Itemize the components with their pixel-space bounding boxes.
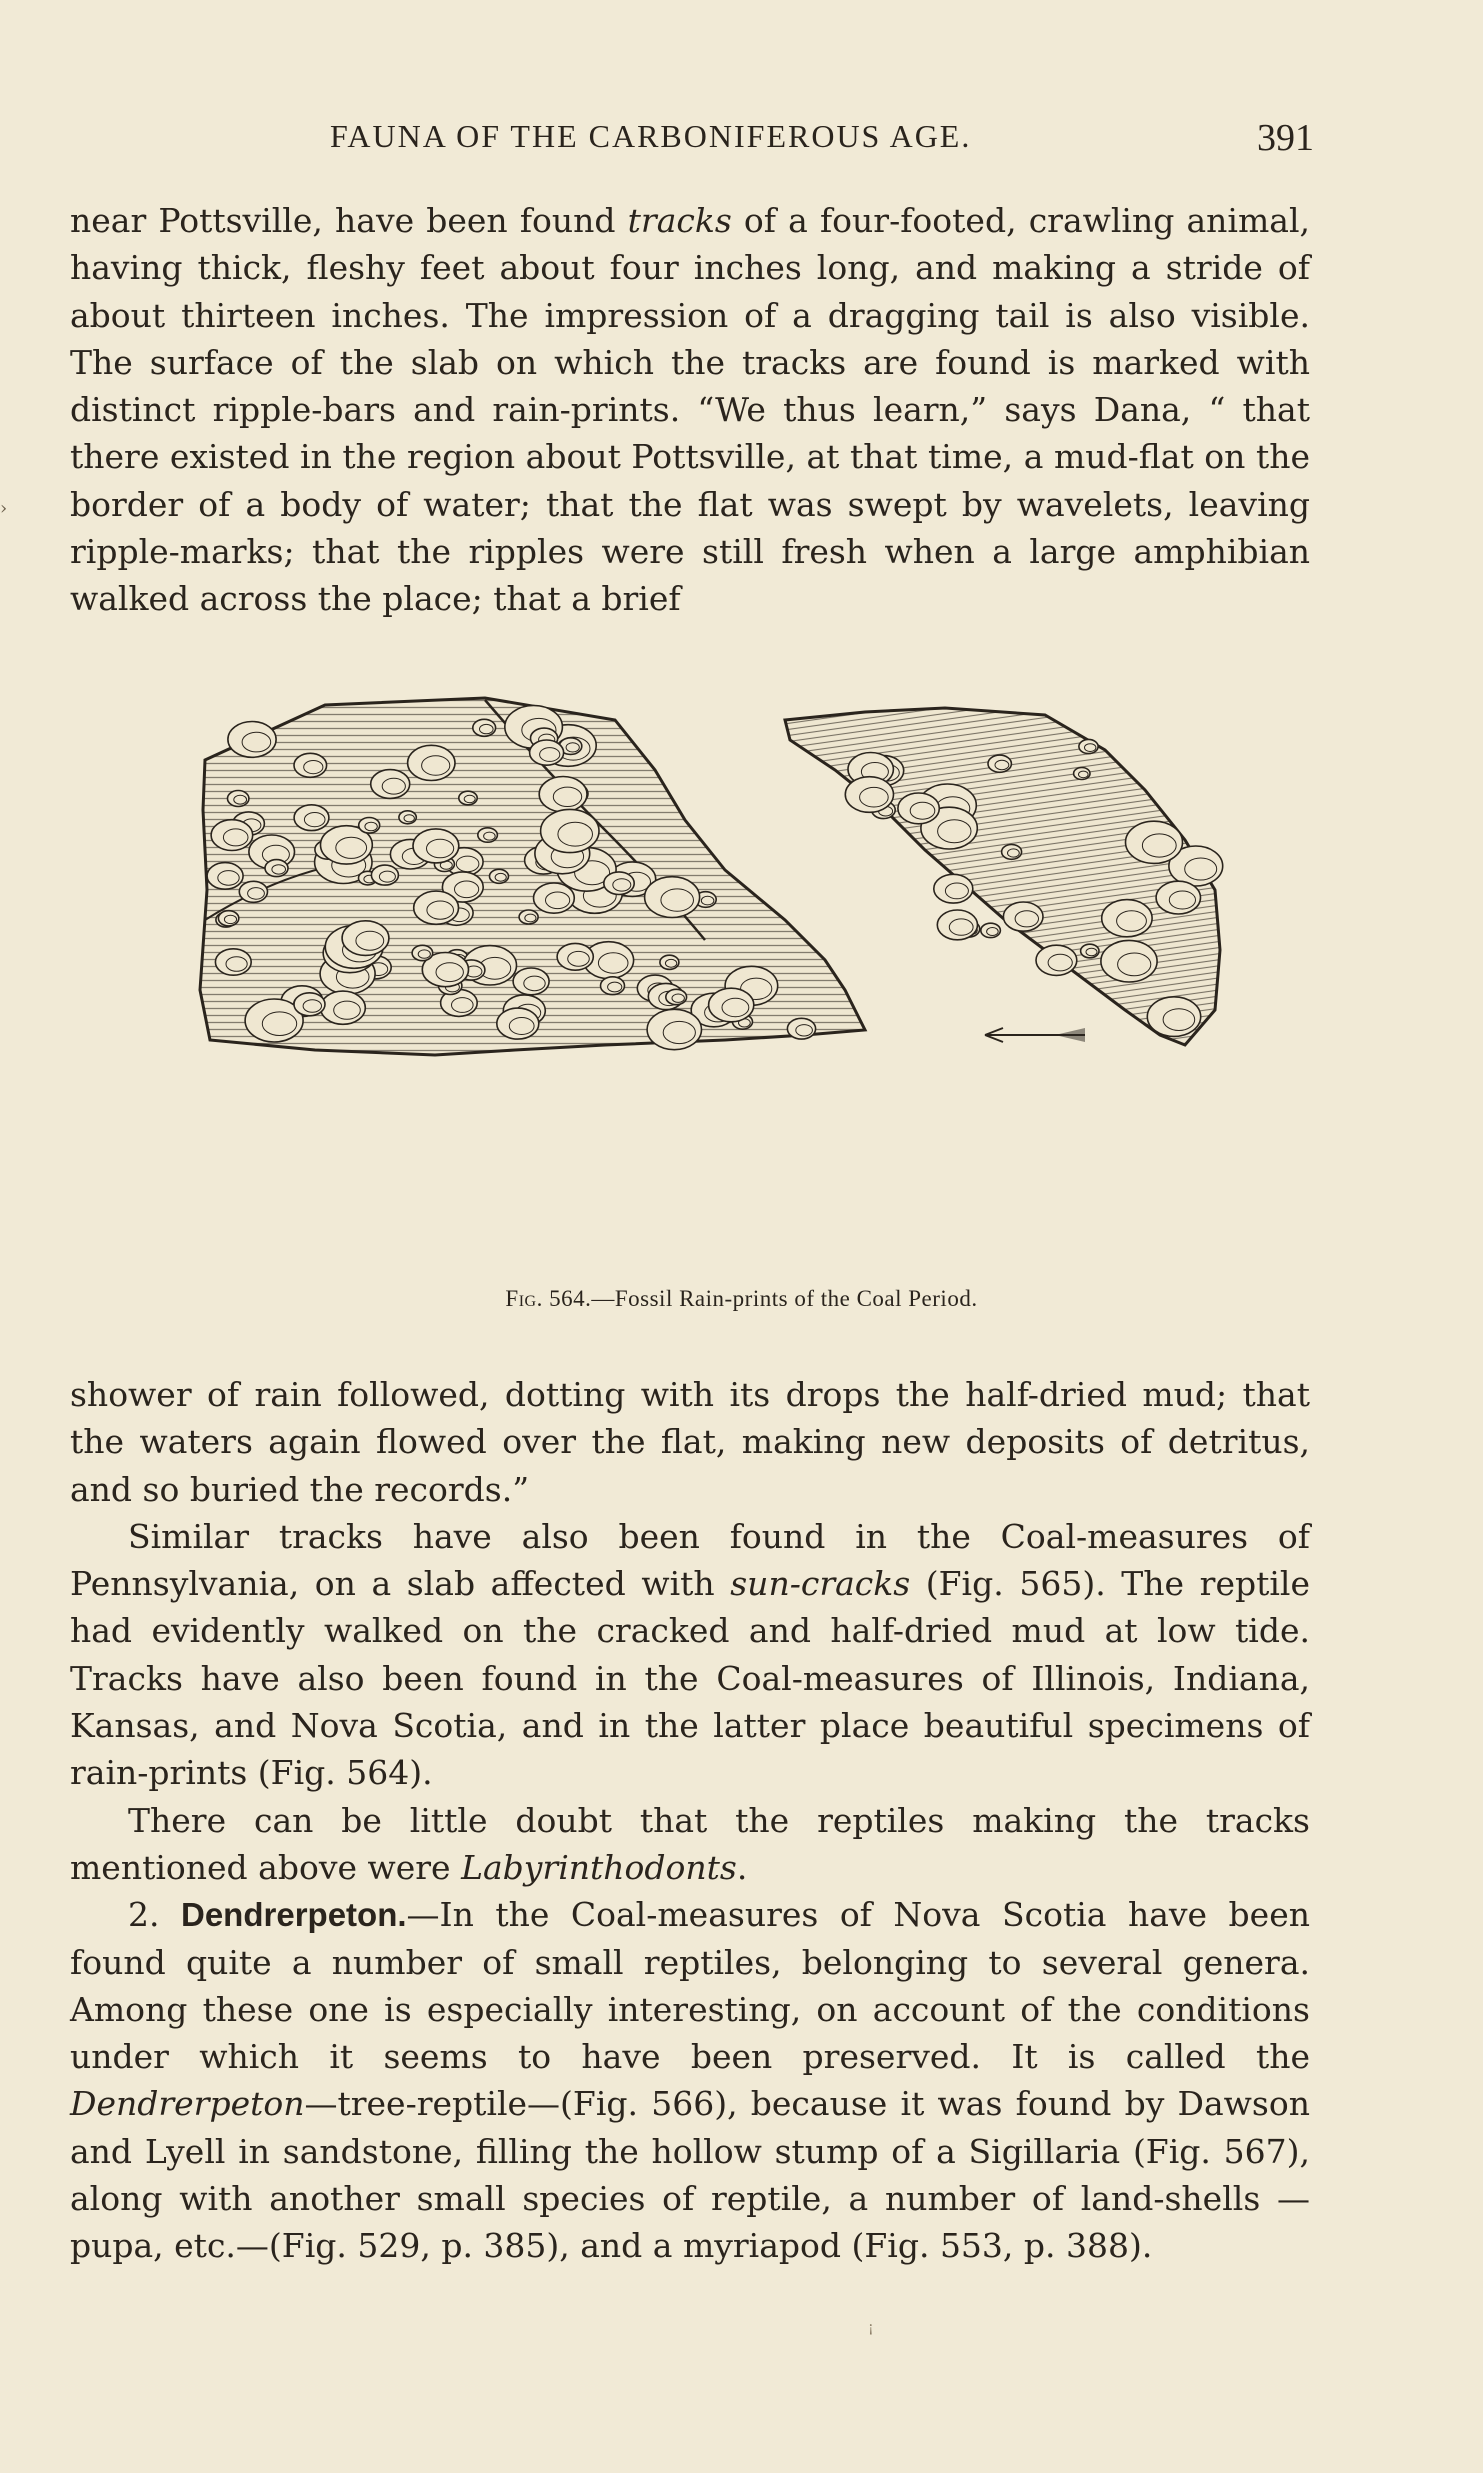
rain-print [541, 809, 599, 852]
rain-print [645, 877, 700, 918]
figure-label: Fig. [505, 1286, 543, 1311]
paragraph-dendrerpeton [70, 1891, 1310, 2269]
fossil-slab-illustration [185, 690, 1225, 1280]
text-block-bottom [70, 1371, 1310, 2270]
section-number: 2. [128, 1895, 181, 1935]
running-head [70, 112, 1314, 162]
italic-term-sun-cracks: sun-cracks [730, 1564, 911, 1604]
paragraph-rain-shower: shower of rain followed, dotting with its drops the half-dried mud; that the waters again flowed over the flat, making new deposits of detritus, and so buried the records.” [70, 1375, 1310, 1509]
rain-print [414, 891, 459, 924]
section-heading-dendrerpeton: Dendrerpeton. [181, 1896, 407, 1934]
paragraph-similar-tracks [70, 1513, 1310, 1797]
margin-mark: › [0, 498, 8, 519]
rain-print [647, 1009, 701, 1049]
italic-term-dendrerpeton: Dendrerpeton [70, 2084, 305, 2124]
text-block-top [70, 197, 1310, 623]
arrow-mark [985, 1028, 1085, 1042]
text-run: of a four-footed, crawling animal, having thick, fleshy feet about four inches long, and making a stride of about thirteen inches. The impression of a dragging tail is also visible. The surface of the slab on which the tracks are found is marked with distinct ripple-bars and rain-prints. “We thus learn,” says Dana, “ that there existed in the region about Pottsville, at that time, a mud-flat on the border of a body of water; that the flat was swept by wavelets, leaving ripple-marks; that the ripples were still fresh when a large amphibian walked across the place; that a brief [70, 201, 1310, 619]
text-run: (Fig. 565). The reptile had evidently walked on the cracked and half-dried mud at low tide. Tracks have also been found in the Coal-measures of Illinois, Indiana, Kansas, and Nova Scotia, and in the latter place beautiful specimens of rain-prints (Fig. 564). [70, 1564, 1311, 1793]
italic-term-tracks: tracks [627, 201, 732, 240]
rain-print [1126, 821, 1183, 863]
text-run: —tree-reptile—(Fig. 566), because it was found by Dawson and Lyell in sandstone, filling the hollow stump of a Sigillaria (Fig. 567), along with another small species of reptile, a number of land-shells —pupa, etc.—(Fig. 529, p. 385), and a myriapod (Fig. 553, p. 388). [70, 2084, 1310, 2266]
foot-mark: ¡ [868, 2320, 874, 2336]
figure-rain-prints [185, 690, 1225, 1280]
page-number: 391 [1257, 117, 1314, 159]
text-run: . [736, 1847, 748, 1887]
figure-caption [0, 1286, 1483, 1312]
running-title: FAUNA OF THE CARBONIFEROUS AGE. [330, 118, 972, 154]
italic-term-labyrinthodonts: Labyrinthodonts [461, 1847, 737, 1887]
rain-print [539, 777, 587, 812]
text-run: Similar tracks have also been found in the Coal-measures of Pennsylvania, on a slab affected with [70, 1516, 1310, 1604]
text-run: There can be little doubt that the reptiles making the tracks mentioned above were [70, 1800, 1310, 1887]
text-run: —In the Coal-measures of Nova Scotia have been found quite a number of small reptiles, belonging to several genera. Among these one is especially interesting, on account of the conditions under which it seems to have been preserved. It is called the [70, 1895, 1310, 2077]
text-run: near Pottsville, have been found [70, 201, 628, 240]
figure-caption-text: 564.—Fossil Rain-prints of the Coal Period. [542, 1286, 978, 1311]
paragraph-labyrinthodonts [70, 1797, 1310, 1892]
paragraph-tracks-pottsville [70, 197, 1310, 623]
